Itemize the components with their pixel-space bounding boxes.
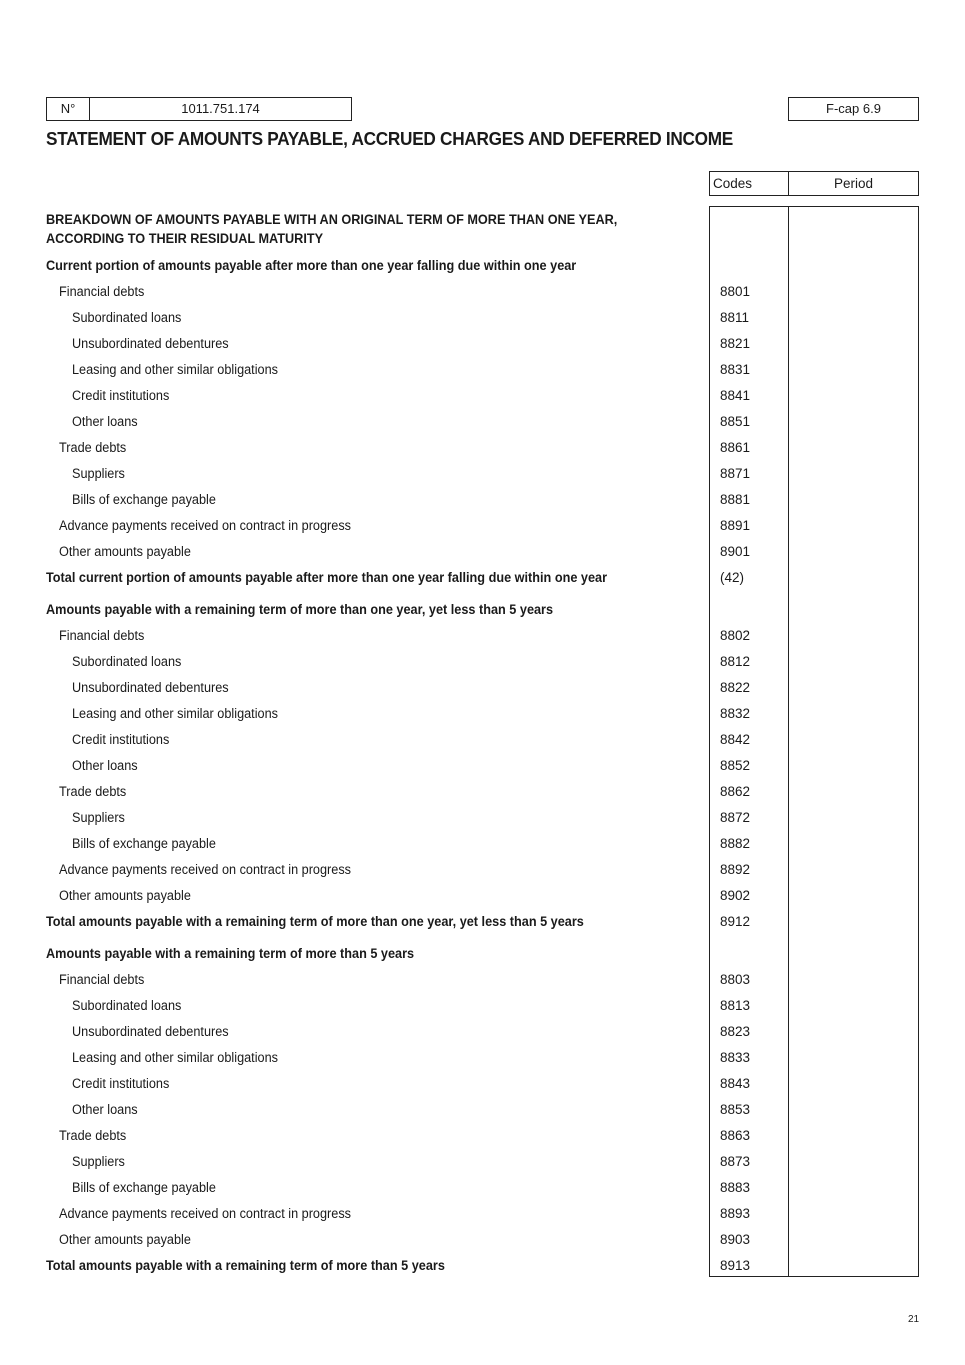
row-label: Financial debts: [59, 628, 145, 643]
table-row: [0, 1257, 965, 1283]
row-code: 8842: [720, 732, 751, 747]
table-row: [0, 517, 965, 543]
row-code: 8901: [720, 544, 751, 559]
company-number-value: 1011.751.174: [89, 97, 352, 121]
row-label: Leasing and other similar obligations: [72, 362, 278, 377]
company-number-label: N°: [46, 97, 90, 121]
row-label: Trade debts: [59, 784, 127, 799]
table-row: [0, 757, 965, 783]
row-code: 8803: [720, 972, 751, 987]
row-label: Unsubordinated debentures: [72, 680, 229, 695]
row-label: Advance payments received on contract in progress: [59, 862, 352, 877]
table-row: [0, 1205, 965, 1231]
row-code: 8841: [720, 388, 751, 403]
row-label: Suppliers: [72, 466, 125, 481]
table-row: [0, 439, 965, 465]
row-label: Other loans: [72, 758, 138, 773]
row-label: Unsubordinated debentures: [72, 1024, 229, 1039]
row-label: Bills of exchange payable: [72, 492, 216, 507]
table-row: [0, 1127, 965, 1153]
row-code: 8863: [720, 1128, 751, 1143]
table-row: [0, 653, 965, 679]
table-row: [0, 387, 965, 413]
table-row: [0, 1049, 965, 1075]
row-code: 8812: [720, 654, 751, 669]
table-row: [0, 731, 965, 757]
row-label: Current portion of amounts payable after more than one year falling due within one year: [46, 258, 577, 273]
row-code: 8853: [720, 1102, 751, 1117]
section-heading-line2: ACCORDING TO THEIR RESIDUAL MATURITY: [46, 231, 324, 246]
row-label: Subordinated loans: [72, 310, 182, 325]
section-heading-line1: BREAKDOWN OF AMOUNTS PAYABLE WITH AN ORIGINAL TERM OF MORE THAN ONE YEAR,: [46, 212, 618, 227]
row-code: 8893: [720, 1206, 751, 1221]
row-code: 8912: [720, 914, 751, 929]
table-row: [0, 543, 965, 569]
row-label: Amounts payable with a remaining term of more than 5 years: [46, 946, 415, 961]
row-label: Financial debts: [59, 284, 145, 299]
table-row: [0, 997, 965, 1023]
column-header-codes: Codes: [709, 171, 789, 196]
row-label: Credit institutions: [72, 388, 170, 403]
row-code: 8852: [720, 758, 751, 773]
table-row: [0, 1179, 965, 1205]
page-number: 21: [908, 1314, 920, 1325]
table-row: [0, 413, 965, 439]
row-label: Suppliers: [72, 1154, 125, 1169]
row-code: 8903: [720, 1232, 751, 1247]
row-label: Amounts payable with a remaining term of more than one year, yet less than 5 years: [46, 602, 554, 617]
row-code: 8872: [720, 810, 751, 825]
table-row: [0, 809, 965, 835]
row-label: Unsubordinated debentures: [72, 336, 229, 351]
row-code: 8833: [720, 1050, 751, 1065]
row-code: 8892: [720, 862, 751, 877]
table-row: [0, 627, 965, 653]
row-code: 8821: [720, 336, 751, 351]
table-row: [0, 1231, 965, 1257]
row-code: 8902: [720, 888, 751, 903]
table-row: [0, 971, 965, 997]
table-row: [0, 569, 965, 595]
table-row: [0, 309, 965, 335]
row-label: Total amounts payable with a remaining term of more than 5 years: [46, 1258, 445, 1273]
table-row: [0, 913, 965, 939]
row-label: Leasing and other similar obligations: [72, 706, 278, 721]
row-code: 8913: [720, 1258, 751, 1273]
row-code: 8891: [720, 518, 751, 533]
section-heading: [46, 210, 617, 248]
row-label: Bills of exchange payable: [72, 836, 216, 851]
row-code: 8882: [720, 836, 751, 851]
row-code: (42): [720, 570, 745, 585]
row-label: Trade debts: [59, 1128, 127, 1143]
table-row: [0, 465, 965, 491]
table-row: [0, 705, 965, 731]
row-code: 8881: [720, 492, 751, 507]
table-row: [0, 861, 965, 887]
row-label: Other loans: [72, 414, 138, 429]
row-code: 8851: [720, 414, 751, 429]
form-code: F-cap 6.9: [788, 97, 919, 121]
row-code: 8823: [720, 1024, 751, 1039]
row-label: Other amounts payable: [59, 1232, 191, 1247]
table-row: [0, 491, 965, 517]
row-code: 8871: [720, 466, 751, 481]
table-row: [0, 283, 965, 309]
table-row: [0, 1101, 965, 1127]
row-label: Financial debts: [59, 972, 145, 987]
table-row: [0, 257, 965, 283]
row-code: 8802: [720, 628, 751, 643]
row-code: 8831: [720, 362, 751, 377]
row-code: 8832: [720, 706, 751, 721]
page-title: STATEMENT OF AMOUNTS PAYABLE, ACCRUED CHARGES AND DEFERRED INCOME: [46, 128, 733, 149]
row-label: Total current portion of amounts payable after more than one year falling due within one year: [46, 570, 608, 585]
row-label: Trade debts: [59, 440, 127, 455]
table-row: [0, 601, 965, 627]
table-row: [0, 679, 965, 705]
row-code: 8883: [720, 1180, 751, 1195]
row-label: Credit institutions: [72, 1076, 170, 1091]
table-row: [0, 1023, 965, 1049]
row-label: Suppliers: [72, 810, 125, 825]
row-label: Other loans: [72, 1102, 138, 1117]
table-row: [0, 835, 965, 861]
row-label: Advance payments received on contract in progress: [59, 1206, 352, 1221]
row-label: Advance payments received on contract in progress: [59, 518, 352, 533]
row-code: 8813: [720, 998, 751, 1013]
row-code: 8801: [720, 284, 751, 299]
table-row: [0, 945, 965, 971]
row-label: Other amounts payable: [59, 544, 191, 559]
row-code: 8873: [720, 1154, 751, 1169]
table-row: [0, 783, 965, 809]
row-label: Leasing and other similar obligations: [72, 1050, 278, 1065]
row-label: Credit institutions: [72, 732, 170, 747]
table-row: [0, 361, 965, 387]
table-row: [0, 1153, 965, 1179]
row-label: Total amounts payable with a remaining term of more than one year, yet less than 5 years: [46, 914, 584, 929]
row-label: Bills of exchange payable: [72, 1180, 216, 1195]
table-row: [0, 1075, 965, 1101]
row-label: Other amounts payable: [59, 888, 191, 903]
table-row: [0, 887, 965, 913]
row-code: 8861: [720, 440, 751, 455]
row-code: 8843: [720, 1076, 751, 1091]
row-code: 8822: [720, 680, 751, 695]
row-label: Subordinated loans: [72, 998, 182, 1013]
row-code: 8862: [720, 784, 751, 799]
table-row: [0, 335, 965, 361]
column-header-period: Period: [788, 171, 919, 196]
row-label: Subordinated loans: [72, 654, 182, 669]
row-code: 8811: [720, 310, 750, 325]
